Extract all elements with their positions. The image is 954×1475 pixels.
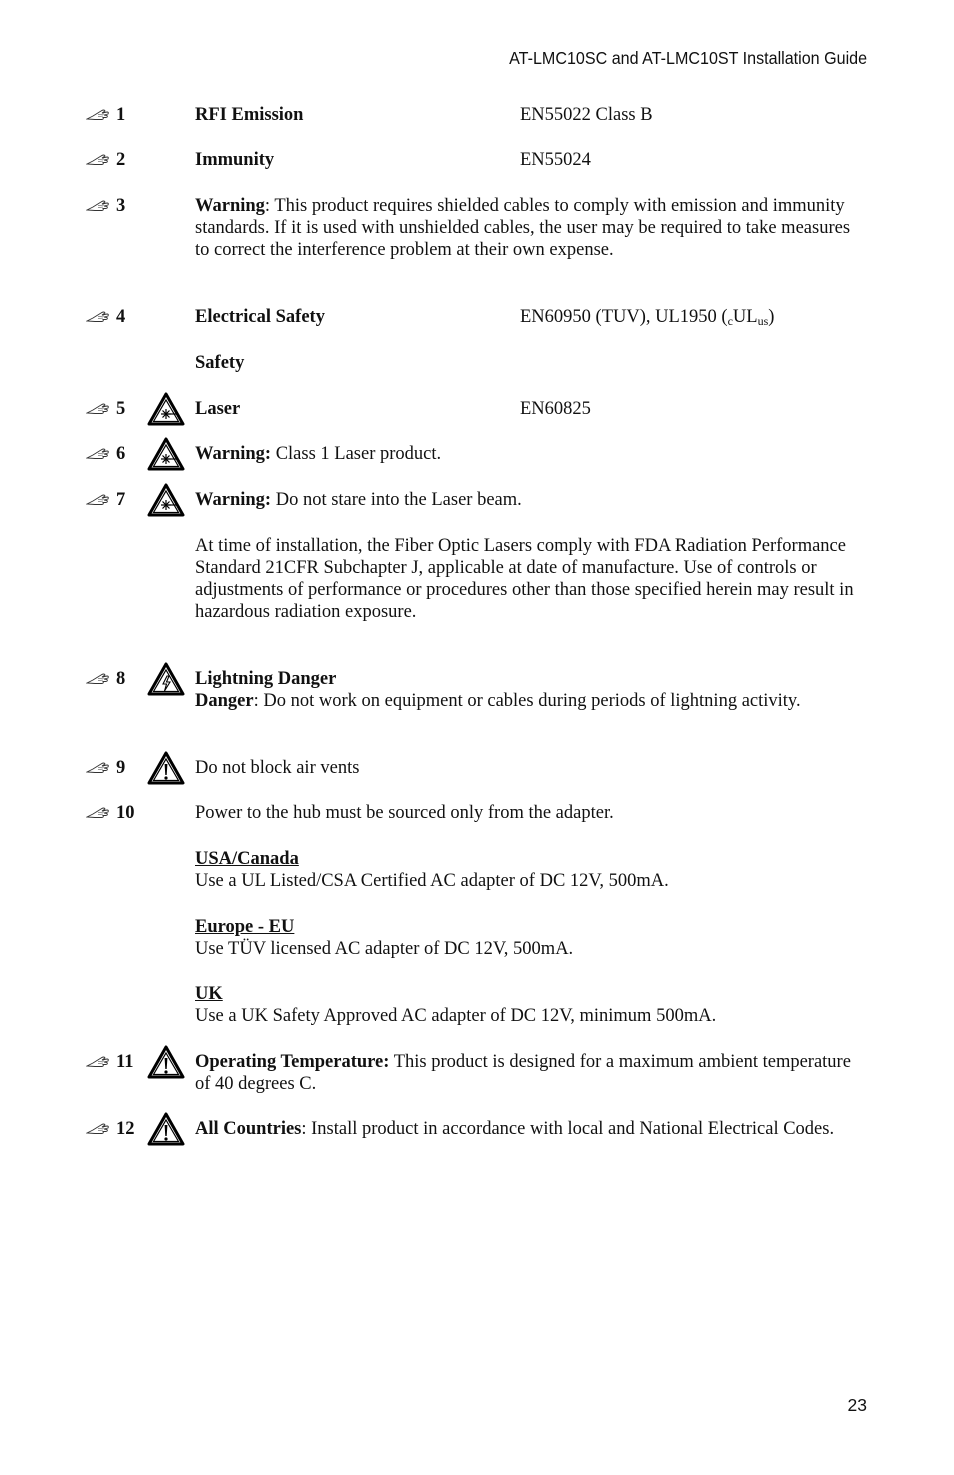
- item-value: EN60950 (TUV), UL1950 $(_cUL_{us})$: [520, 307, 775, 328]
- laser-warning-icon: [147, 483, 185, 517]
- running-header: AT-LMC10SC and AT-LMC10ST Installation Guide: [509, 48, 867, 68]
- item-marker: 10: [86, 802, 135, 824]
- caution-warning-icon: [147, 751, 185, 785]
- pointing-hand-icon: [86, 309, 110, 323]
- section-text: Use TÜV licensed AC adapter of DC 12V, 500mA.: [195, 939, 574, 959]
- item-label: Electrical Safety: [195, 307, 325, 327]
- pointing-hand-icon: [86, 401, 110, 415]
- item-marker: 7: [86, 489, 125, 511]
- pointing-hand-icon: [86, 198, 110, 212]
- item-text: Operating Temperature: This product is designed for a maximum ambient temperature of 40 degrees C.: [195, 1052, 851, 1094]
- section-heading: USA/Canada: [195, 849, 299, 869]
- laser-warning-icon: [147, 437, 185, 471]
- section-text: Use a UK Safety Approved AC adapter of DC 12V, minimum 500mA.: [195, 1006, 717, 1026]
- item-label: Immunity: [195, 150, 275, 170]
- item-text: Warning: Class 1 Laser product.: [195, 444, 442, 464]
- pointing-hand-icon: [86, 152, 110, 166]
- item-marker: 2: [86, 149, 125, 171]
- caution-warning-icon: [147, 1112, 185, 1146]
- item-marker: 5: [86, 398, 125, 420]
- section-heading: Europe - EU: [195, 917, 295, 937]
- page-number: 23: [847, 1395, 867, 1415]
- laser-warning-icon: [147, 392, 185, 426]
- pointing-hand-icon: [86, 1054, 110, 1068]
- item-text: Warning: Do not stare into the Laser beam.: [195, 490, 522, 510]
- pointing-hand-icon: [86, 1121, 110, 1135]
- pointing-hand-icon: [86, 671, 110, 685]
- item-text: All Countries: Install product in accordance with local and National Electrical Codes.: [195, 1119, 835, 1139]
- item-marker: 9: [86, 757, 125, 779]
- item-text: Lightning Danger Danger: Do not work on equipment or cables during periods of lightning activity.: [195, 669, 801, 711]
- item-text: Warning: This product requires shielded cables to comply with emission and immunity standards. If it is used with unshielded cables, the user may be required to take measures to correct the interference problem at their own expense.: [195, 196, 851, 260]
- item-text: Power to the hub must be sourced only from the adapter.: [195, 803, 614, 823]
- item-marker: 3: [86, 195, 125, 217]
- section-text: Use a UL Listed/CSA Certified AC adapter of DC 12V, 500mA.: [195, 871, 669, 891]
- item-marker: 1: [86, 104, 125, 126]
- pointing-hand-icon: [86, 805, 110, 819]
- item-value: EN55022 Class B: [520, 105, 653, 125]
- item-marker: 8: [86, 668, 125, 690]
- item-marker: 6: [86, 443, 125, 465]
- lightning-warning-icon: [147, 662, 185, 696]
- item-label: Laser: [195, 399, 241, 419]
- item-value: EN55024: [520, 150, 591, 170]
- item-marker: 12: [86, 1118, 135, 1140]
- item-label: RFI Emission: [195, 105, 304, 125]
- pointing-hand-icon: [86, 492, 110, 506]
- caution-warning-icon: [147, 1045, 185, 1079]
- item-value: EN60825: [520, 399, 591, 419]
- item-marker: 4: [86, 306, 125, 328]
- pointing-hand-icon: [86, 107, 110, 121]
- item-text: Do not block air vents: [195, 758, 360, 778]
- item-marker: 11: [86, 1051, 133, 1073]
- section-heading: UK: [195, 984, 223, 1004]
- pointing-hand-icon: [86, 446, 110, 460]
- pointing-hand-icon: [86, 760, 110, 774]
